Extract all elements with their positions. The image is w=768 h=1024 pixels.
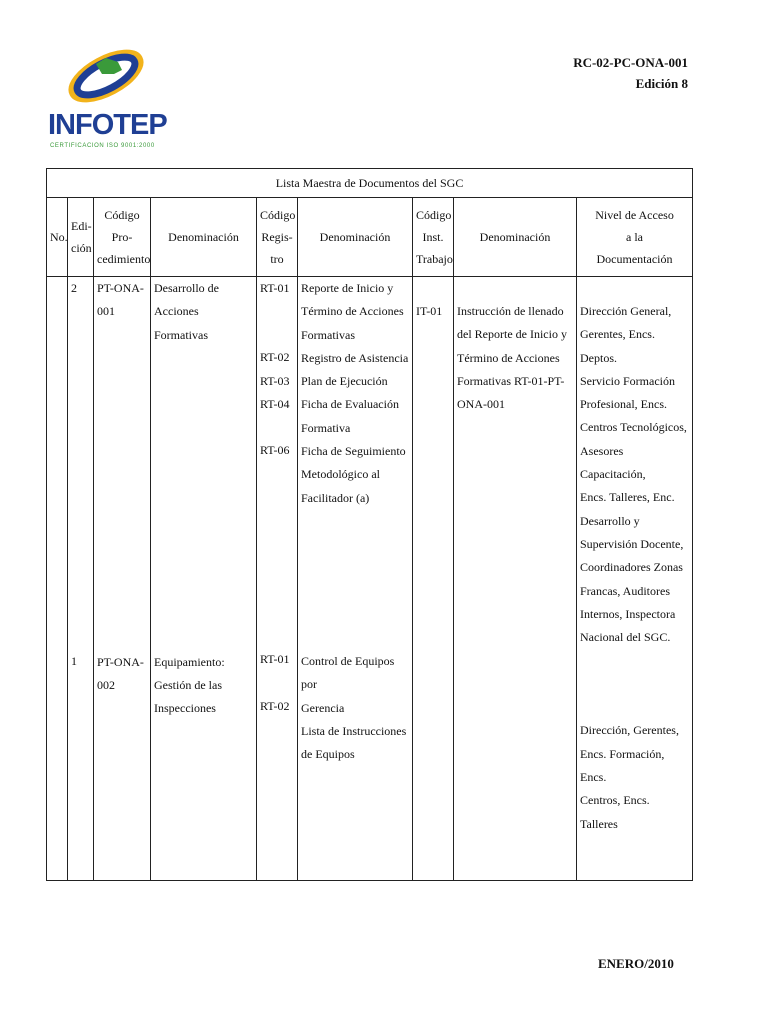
col-header-nivel-acceso: Nivel de Acceso a la Documentación [577,198,693,277]
master-documents-table [46,168,693,881]
col-header-denominacion-2: Denominación [298,198,413,277]
logo-emblem-icon [62,44,146,108]
logo-certification: CERTIFICACION ISO 9001:2000 [50,143,155,149]
cell-codigo-instructivo: IT-01 [413,277,454,881]
infotep-logo [48,44,167,156]
cell-edicion: 2 1 [68,277,94,881]
col-header-codigo-instructivo: Código Inst. Trabajo [413,198,454,277]
cell-no [47,277,68,881]
footer-date: ENERO/2010 [598,956,674,971]
cell-nivel-acceso: Dirección General, Gerentes, Encs. Deptos. Servicio Formación Profesional, Encs. Centros Tecnológicos, Asesores Capacitación, Encs. Talleres, Enc. Desarrollo y Supervisión Docente, Coordinadores Zonas Francas, Auditores Internos, Inspectora Nacional del SGC. Dirección, Gerentes, Encs. Formación, Encs. Centros, Encs. Talleres [577,277,693,881]
col-header-codigo-registro: Código Regis- tro [257,198,298,277]
logo-wordmark: INFOTEP [48,109,167,141]
cell-denominacion-registro: Reporte de Inicio y Término de Acciones Formativas Registro de Asistencia Plan de Ejecución Ficha de Evaluación Formativa Ficha de Seguimiento Metodológico al Facilitador (a) Control de Equipos por Gerencia Lista de Instrucciones de Equipos [298,277,413,881]
col-header-edicion: Edi- ción [68,198,94,277]
document-code: RC-02-PC-ONA-001 [573,55,688,70]
document-code-block [573,52,688,94]
cell-denominacion-procedimiento: Desarrollo de Acciones Formativas Equipamiento: Gestión de las Inspecciones [151,277,257,881]
cell-codigo-procedimiento: PT-ONA- 001 PT-ONA- 002 [94,277,151,881]
table-title: Lista Maestra de Documentos del SGC [47,169,693,198]
table-row [47,277,693,881]
cell-denominacion-instructivo: Instrucción de llenado del Reporte de Inicio y Término de Acciones Formativas RT-01-PT- ONA-001 [454,277,577,881]
col-header-denominacion-3: Denominación [454,198,577,277]
col-header-no: No. [47,198,68,277]
cell-codigo-registro: RT-01 RT-02 RT-03 RT-04 RT-06 RT-01 RT-02 [257,277,298,881]
col-header-codigo-procedimiento: Código Pro- cedimiento [94,198,151,277]
col-header-denominacion-1: Denominación [151,198,257,277]
document-edition: Edición 8 [635,76,688,91]
